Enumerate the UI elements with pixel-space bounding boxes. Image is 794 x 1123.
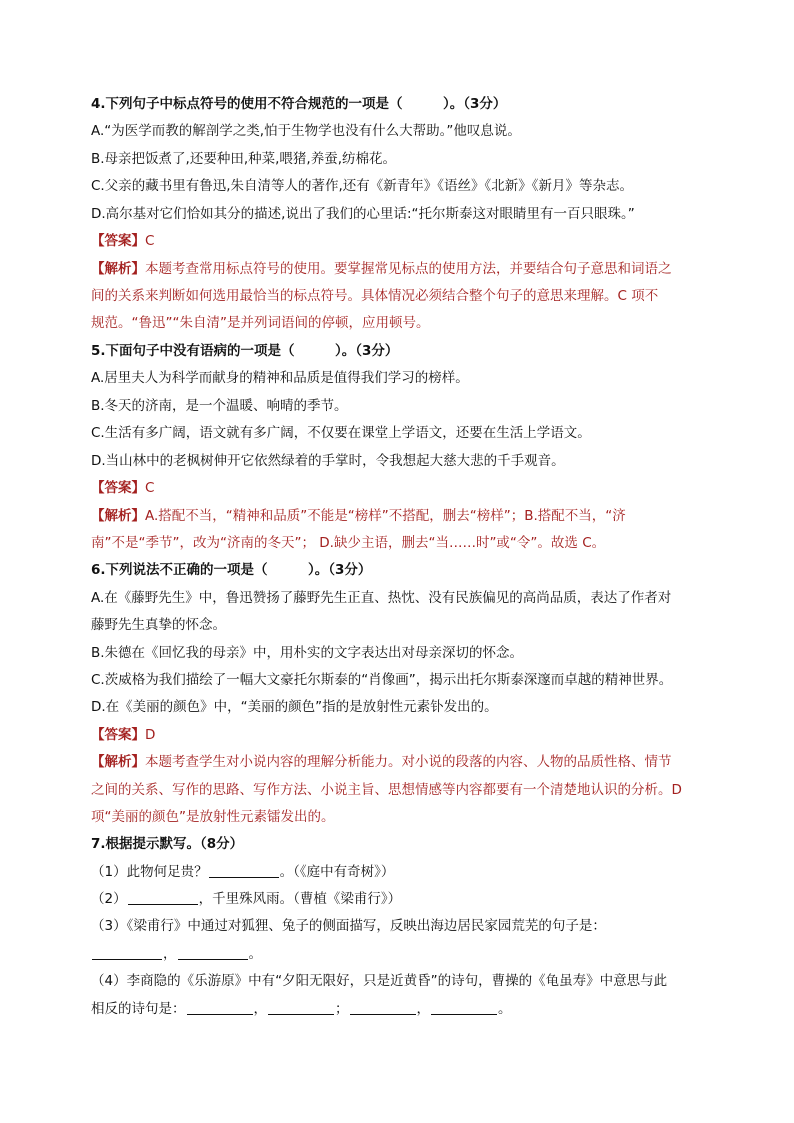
punctuation: 。 — [248, 946, 262, 962]
question-6-analysis-line-1 — [91, 752, 706, 772]
answer-blank[interactable] — [209, 863, 279, 878]
question-4-option-d: D.高尔基对它们恰如其分的描述,说出了我们的心里话:“托尔斯泰这对眼睛里有一百只眼珠。” — [91, 206, 635, 222]
question-6-answer — [91, 725, 706, 745]
punctuation: ； — [335, 1001, 349, 1017]
question-6-option-b: B.朱德在《回忆我的母亲》中，用朴实的文字表达出对母亲深切的怀念。 — [91, 645, 524, 661]
analysis-label: 【解析】 — [91, 261, 145, 277]
question-4-stem: 4.下列句子中标点符号的使用不符合规范的一项是（ ）。（3分） — [91, 96, 507, 112]
item-text: ，千里殊风雨。（曹植《梁甫行》） — [198, 891, 402, 907]
answer-blank[interactable] — [92, 945, 162, 960]
question-6-option-a: A.在《藤野先生》中，鲁迅赞扬了藤野先生正直、热忱、没有民族偏见的高尚品质，表达了作者对 — [91, 590, 672, 606]
answer-blank[interactable] — [431, 1000, 497, 1015]
analysis-label: 【解析】 — [91, 754, 145, 770]
question-4-answer — [91, 231, 706, 251]
question-7-item-4-blanks — [91, 999, 706, 1019]
question-6-option-a-cont: 藤野先生真挚的怀念。 — [91, 617, 226, 633]
question-5-analysis-line-1 — [91, 506, 706, 526]
analysis-text: A.搭配不当，“精神和品质”不能是“榜样”不搭配，删去“榜样”；B.搭配不当，“济 — [145, 508, 626, 524]
analysis-text: 本题考查学生对小说内容的理解分析能力。对小说的段落的内容、人物的品质性格、情节 — [145, 754, 672, 770]
question-4-option-a: A.“为医学而教的解剖学之类,怕于生物学也没有什么大帮助。”他叹息说。 — [91, 123, 521, 139]
question-5-option-d: D.当山林中的老枫树伸开它依然绿着的手掌时，令我想起大慈大悲的千手观音。 — [91, 453, 565, 469]
item-text: （1）此物何足贵？ — [91, 864, 208, 880]
question-6-option-c: C.茨威格为我们描绘了一幅大文豪托尔斯泰的“肖像画”，揭示出托尔斯泰深邃而卓越的精神世界。 — [91, 672, 673, 688]
punctuation: ， — [416, 1001, 430, 1017]
question-4-analysis-line-3: 规范。“鲁迅”“朱自清”是并列词语间的停顿，应用顿号。 — [91, 315, 430, 331]
question-7-item-3-blanks — [91, 944, 706, 964]
punctuation: 。 — [498, 1001, 512, 1017]
question-7-item-4: （4）李商隐的《乐游原》中有“夕阳无限好，只是近黄昏”的诗句，曹操的《龟虽寿》中意思与此 — [91, 973, 668, 989]
question-4-analysis-line-2: 间的关系来判断如何选用最恰当的标点符号。具体情况必须结合整个句子的意思来理解。C 项不 — [91, 288, 659, 304]
item-text: 。（《庭中有奇树》） — [279, 864, 395, 880]
question-5-analysis-line-2: 南”不是“季节”，改为“济南的冬天”； D.缺少主语，删去“当……时”或“令”。故选 C。 — [91, 535, 606, 551]
analysis-label: 【解析】 — [91, 508, 145, 524]
question-4-analysis-line-1 — [91, 259, 706, 279]
question-4-option-b: B.母亲把饭煮了,还要种田,种菜,喂猪,养蚕,纺棉花。 — [91, 151, 397, 167]
question-6-option-d: D.在《美丽的颜色》中，“美丽的颜色”指的是放射性元素钋发出的。 — [91, 699, 498, 715]
answer-label: 【答案】 — [91, 727, 145, 743]
question-6-stem: 6.下列说法不正确的一项是（ ）。（3分） — [91, 562, 372, 578]
analysis-text: 本题考查常用标点符号的使用。要掌握常见标点的使用方法，并要结合句子意思和词语之 — [145, 261, 672, 277]
question-6-analysis-line-3: 项“美丽的颜色”是放射性元素镭发出的。 — [91, 809, 335, 825]
question-5-answer — [91, 478, 706, 498]
question-5-option-a: A.居里夫人为科学而献身的精神和品质是值得我们学习的榜样。 — [91, 370, 469, 386]
answer-blank[interactable] — [187, 1000, 253, 1015]
question-4-option-c: C.父亲的藏书里有鲁迅,朱自清等人的著作,还有《新青年》《语丝》《北新》《新月》等杂志。 — [91, 178, 634, 194]
item-text: 相反的诗句是： — [91, 1001, 186, 1017]
punctuation: ， — [163, 946, 177, 962]
answer-blank[interactable] — [178, 945, 248, 960]
answer-label: 【答案】 — [91, 480, 145, 496]
question-7-item-1 — [91, 862, 706, 882]
answer-blank[interactable] — [268, 1000, 334, 1015]
answer-value: D — [145, 727, 156, 743]
question-7-item-2 — [91, 889, 706, 909]
answer-value: C — [145, 480, 155, 496]
question-7-stem: 7.根据提示默写。（8分） — [91, 836, 244, 852]
answer-blank[interactable] — [128, 890, 198, 905]
question-6-analysis-line-2: 之间的关系、写作的思路、写作方法、小说主旨、思想情感等内容都要有一个清楚地认识的分析。D — [91, 782, 682, 798]
punctuation: ， — [253, 1001, 267, 1017]
question-5-option-c: C.生活有多广阔，语文就有多广阔，不仅要在课堂上学语文，还要在生活上学语文。 — [91, 425, 591, 441]
answer-value: C — [145, 233, 155, 249]
question-5-stem: 5.下面句子中没有语病的一项是（ ）。（3分） — [91, 343, 399, 359]
question-5-option-b: B.冬天的济南，是一个温暖、响晴的季节。 — [91, 398, 348, 414]
answer-label: 【答案】 — [91, 233, 145, 249]
question-7-item-3: （3）《梁甫行》中通过对狐狸、兔子的侧面描写，反映出海边居民家园荒芜的句子是： — [91, 918, 606, 934]
item-text: （2） — [91, 891, 127, 907]
answer-blank[interactable] — [350, 1000, 416, 1015]
